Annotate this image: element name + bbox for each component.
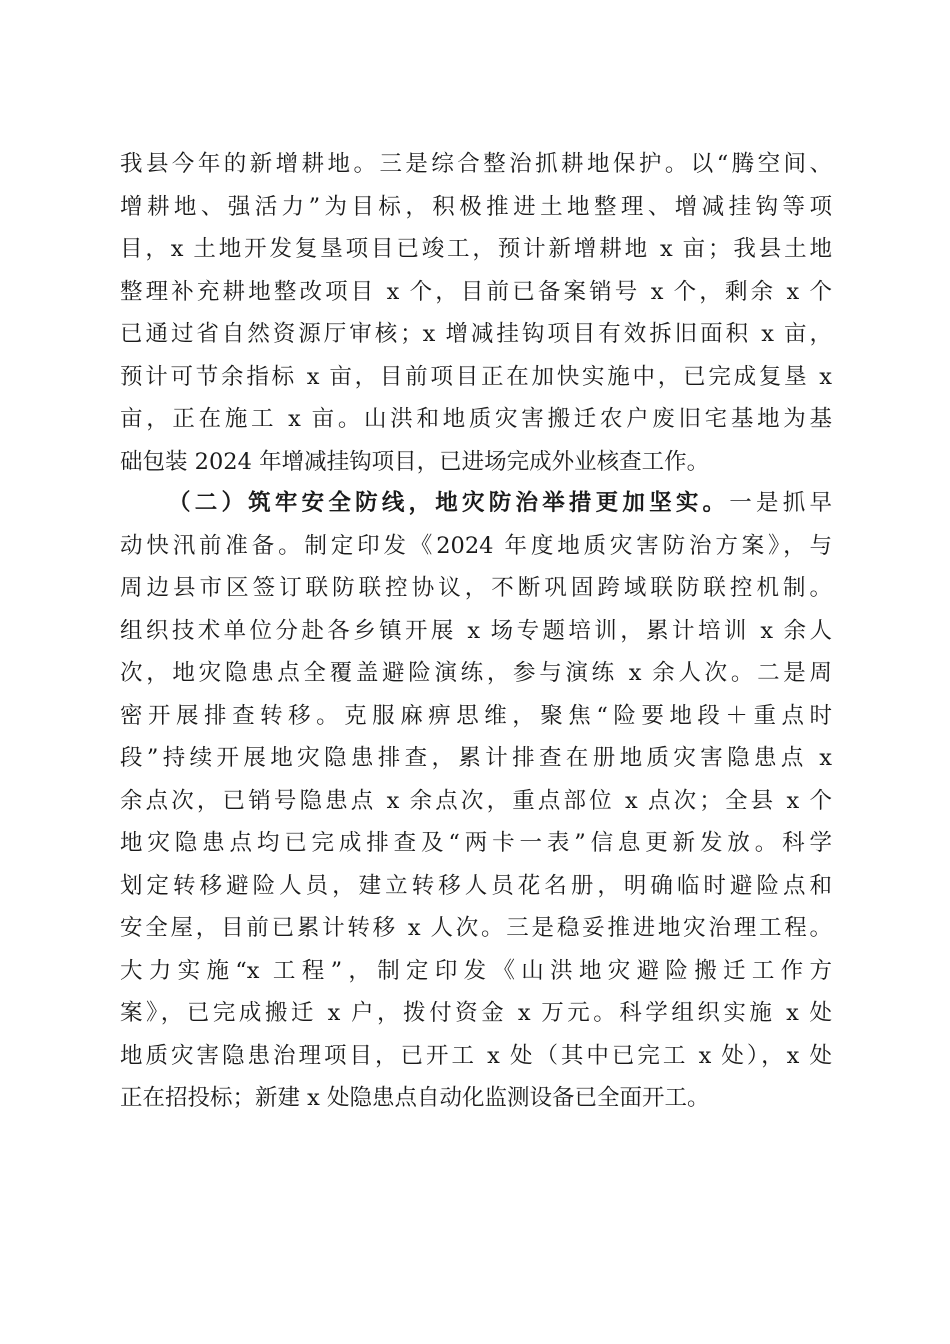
text-line: 地质灾害隐患治理项目，已开工 x 处（其中已完工 x 处），x 处 — [120, 1042, 832, 1069]
text-line: 划定转移避险人员，建立转移人员花名册，明确临时避险点和 — [120, 872, 832, 899]
heading-line-rest: 一是抓早 — [729, 490, 832, 516]
text-line: 案》，已完成搬迁 x 户，拨付资金 x 万元。科学组织实施 x 处 — [120, 1000, 832, 1026]
text-line: 础包装 2024 年增减挂钩项目，已进场完成外业核查工作。 — [120, 448, 710, 475]
text-line: 地灾隐患点均已完成排查及“两卡一表”信息更新发放。科学 — [120, 830, 832, 856]
text-line: 次，地灾隐患点全覆盖避险演练，参与演练 x 余人次。二是周 — [120, 660, 832, 686]
text-line: 我县今年的新增耕地。三是综合整治抓耕地保护。以“腾空间、 — [120, 151, 832, 177]
text-line: 周边县市区签订联防联控协议，不断巩固跨域联防联控机制。 — [120, 575, 832, 601]
text-line: 组织技术单位分赴各乡镇开展 x 场专题培训，累计培训 x 余人 — [120, 617, 832, 644]
paragraph-land-protection — [120, 143, 832, 483]
text-line: 整理补充耕地整改项目 x 个，目前已备案销号 x 个，剩余 x 个 — [120, 278, 832, 305]
text-line: 亩，正在施工 x 亩。山洪和地质灾害搬迁农户废旧宅基地为基 — [120, 406, 832, 432]
heading-line — [120, 482, 832, 525]
text-line: 密开展排查转移。克服麻痹思维，聚焦“险要地段＋重点时 — [120, 702, 832, 729]
text-line: 动快汛前准备。制定印发《2024 年度地质灾害防治方案》，与 — [120, 532, 832, 559]
text-line: 目，x 土地开发复垦项目已竣工，预计新增耕地 x 亩；我县土地 — [120, 236, 832, 262]
text-line: 已通过省自然资源厅审核；x 增减挂钩项目有效拆旧面积 x 亩， — [120, 321, 832, 347]
text-line: 大力实施“x 工程”，制定印发《山洪地灾避险搬迁工作方 — [120, 957, 832, 984]
text-line: 增耕地、强活力”为目标，积极推进土地整理、增减挂钩等项 — [120, 193, 832, 220]
paragraph-disaster-prevention — [120, 482, 832, 1120]
text-line: 正在招投标；新建 x 处隐患点自动化监测设备已全面开工。 — [120, 1085, 710, 1111]
text-line: 预计可节余指标 x 亩，目前项目正在加快实施中，已完成复垦 x — [120, 363, 832, 390]
text-line: 段”持续开展地灾隐患排查，累计排查在册地质灾害隐患点 x — [120, 745, 832, 771]
text-line: 余点次，已销号隐患点 x 余点次，重点部位 x 点次；全县 x 个 — [120, 787, 832, 814]
text-line: 安全屋，目前已累计转移 x 人次。三是稳妥推进地灾治理工程。 — [120, 915, 832, 941]
section-heading: （二）筑牢安全防线，地灾防治举措更加坚实。 — [168, 490, 730, 516]
